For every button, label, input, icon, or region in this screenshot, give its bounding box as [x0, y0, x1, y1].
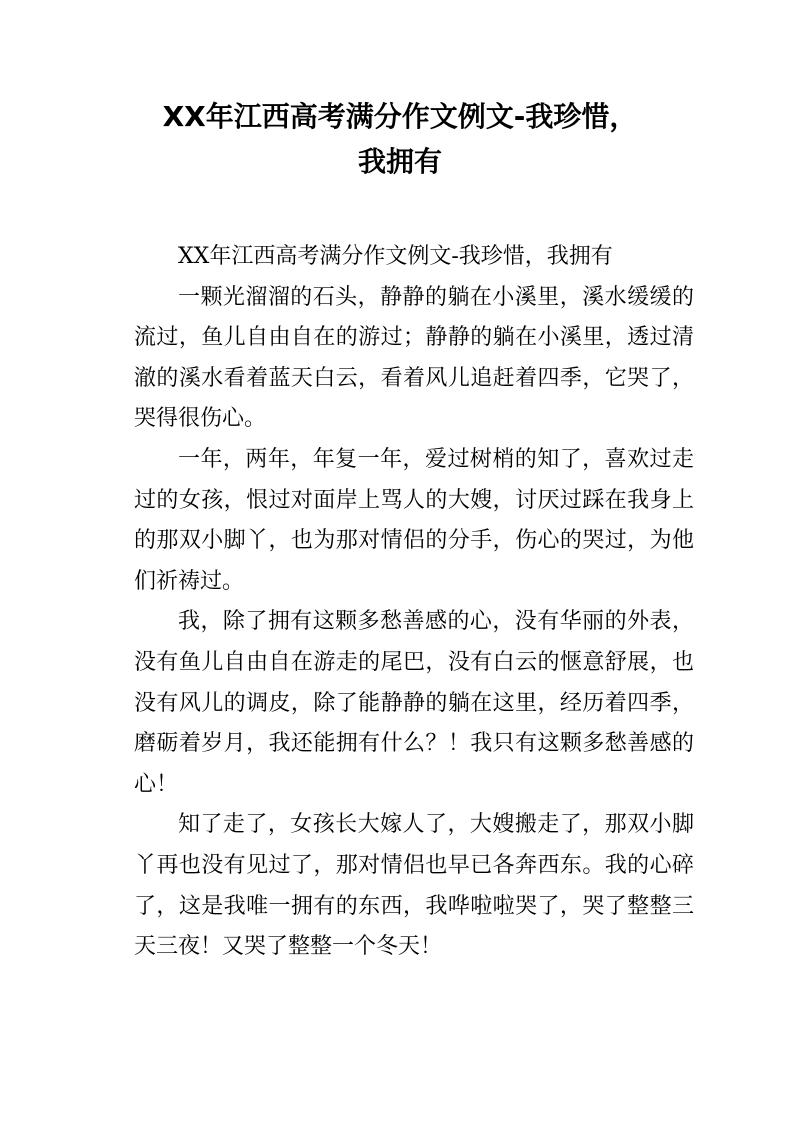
paragraph-subtitle: XX年江西高考满分作文例文-我珍惜，我拥有: [178, 244, 613, 269]
paragraph: 一颗光溜溜的石头，静静的躺在小溪里，溪水缓缓的流过，鱼儿自由自在的游过；静静的躺在小溪里，透过清澈的溪水看着蓝天白云，看着风儿追赶着四季，它哭了，哭得很伤心。: [134, 284, 694, 432]
document-title: [120, 94, 680, 184]
document-body: [134, 237, 694, 968]
paragraph: 知了走了，女孩长大嫁人了，大嫂搬走了，那双小脚丫再也没有见过了，那对情侣也早已各奔西东。我的心碎了，这是我唯一拥有的东西，我哗啦啦哭了，哭了整整三天三夜！又哭了整整一个冬天！: [134, 812, 694, 960]
paragraph: 一年，两年，年复一年，爱过树梢的知了，喜欢过走过的女孩，恨过对面岸上骂人的大嫂，讨厌过踩在我身上的那双小脚丫，也为那对情侣的分手，伤心的哭过，为他们祈祷过。: [134, 446, 694, 594]
title-line-1: XX年江西高考满分作文例文-我珍惜，: [162, 100, 638, 133]
paragraph: 我，除了拥有这颗多愁善感的心，没有华丽的外表，没有鱼儿自由自在游走的尾巴，没有白云的惬意舒展，也没有风儿的调皮，除了能静静的躺在这里，经历着四季，磨砺着岁月，我还能拥有什么？！我只有这颗多愁善感的心！: [134, 609, 694, 797]
title-line-2: 我拥有: [357, 145, 442, 178]
